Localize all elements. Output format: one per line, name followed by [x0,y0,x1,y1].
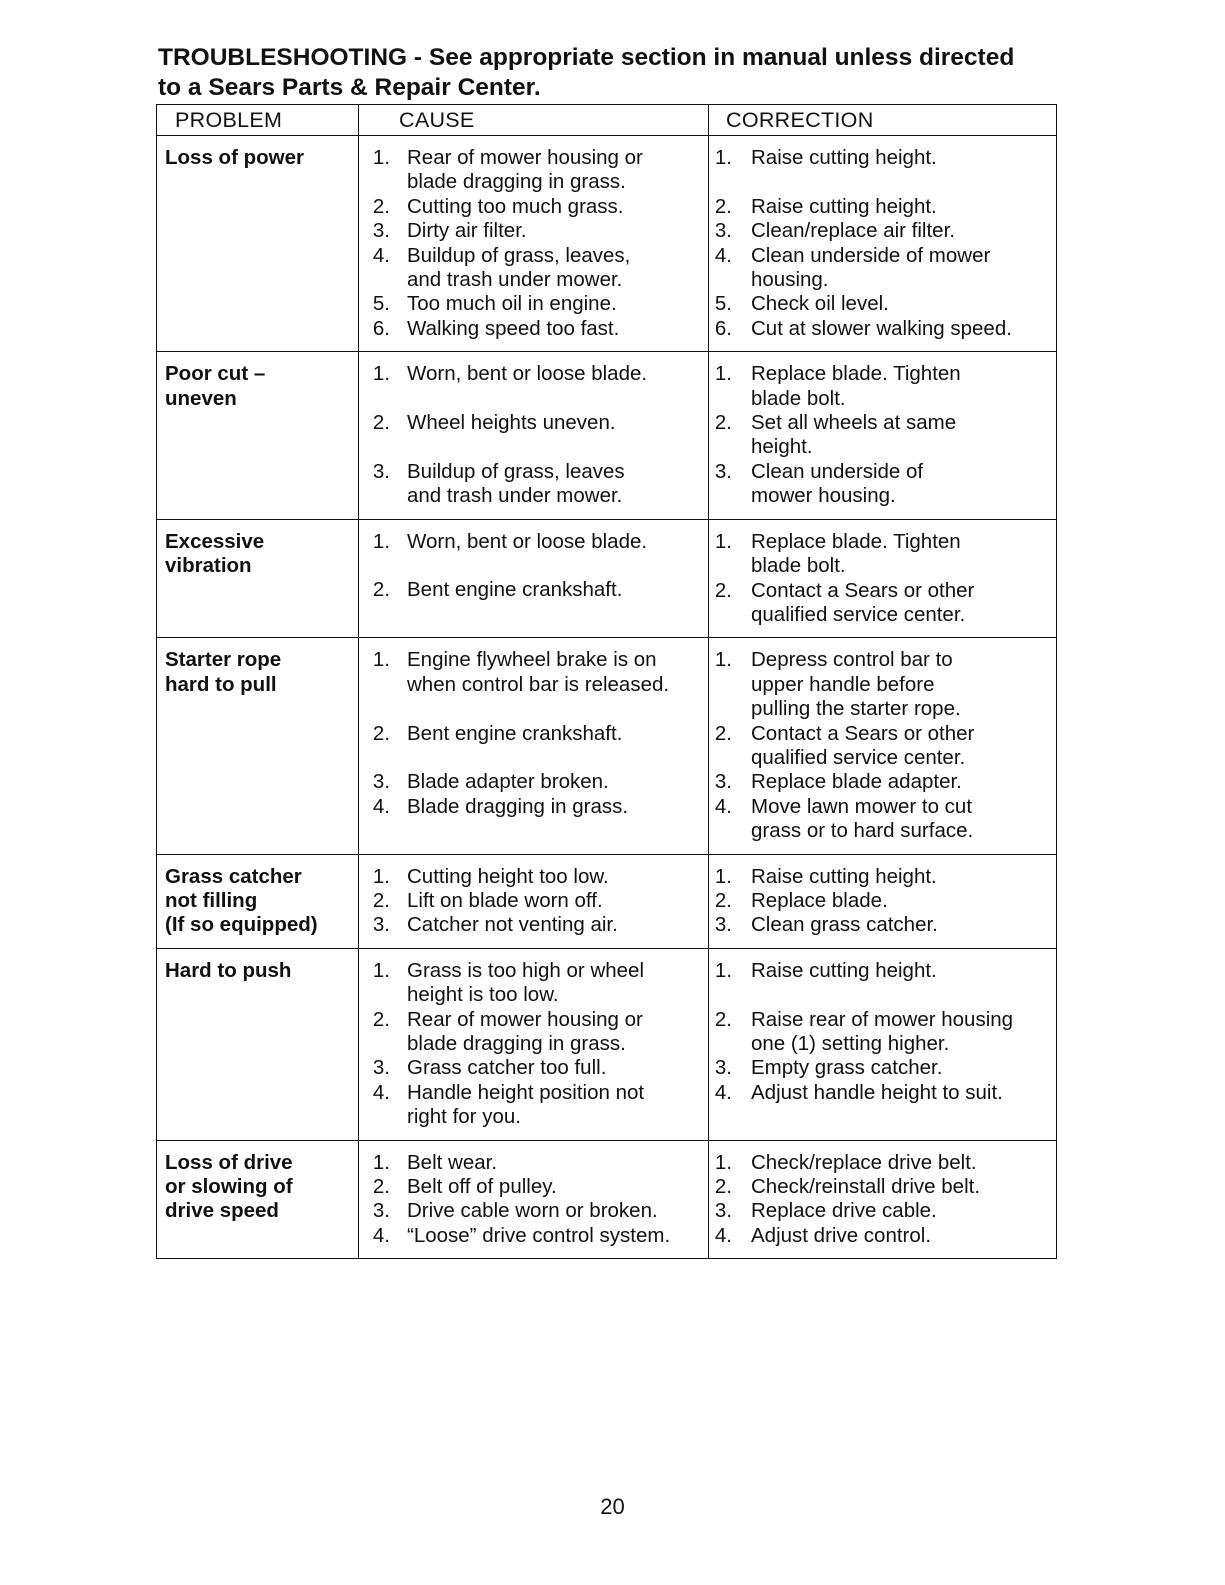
item-number: 1. [372,958,390,982]
item-number: 1. [714,958,732,982]
item-text-line: Cut at slower walking speed. [751,316,1012,340]
item-text-line: Buildup of grass, leaves [407,459,625,483]
item-text-line: Clean/replace air filter. [751,219,955,243]
item-text-line: Clean underside of mower [751,243,991,267]
correction-item [709,146,1052,170]
item-number: 1. [714,362,732,386]
correction-item [709,411,1052,460]
cause-item [359,530,704,554]
item-number: 1. [372,864,390,888]
cause-item [359,1151,704,1175]
item-text-line: Worn, bent or loose blade. [407,362,648,386]
item-text-line: Handle height position not [407,1080,645,1104]
item-text-line: Bent engine crankshaft. [407,721,623,745]
item-text-line: qualified service center. [751,602,966,626]
item-number: 3. [714,459,732,483]
item-text [751,195,1052,219]
cause-item [359,1056,704,1080]
item-text-line: Replace blade. Tighten [751,362,961,386]
item-number: 2. [372,721,390,745]
item-text [751,460,1052,509]
item-number: 3. [372,1199,390,1223]
cause-cell [359,519,709,638]
problem-text: Loss of drive [165,1150,293,1174]
item-text [751,795,1052,844]
table-row [157,136,1057,352]
header-correction: CORRECTION [709,105,1057,136]
cause-item [359,460,704,509]
item-number: 4. [372,794,390,818]
item-text-line: one (1) setting higher. [751,1031,950,1055]
item-text [751,770,1052,794]
item-number: 2. [714,578,732,602]
item-text [751,722,1052,771]
item-number: 3. [372,459,390,483]
problem-text: Loss of power [165,146,304,169]
item-text-line: mower housing. [751,484,896,508]
item-text-line: Replace blade. Tighten [751,529,961,553]
correction-cell [709,638,1057,854]
problem-cell [157,638,359,854]
table-row [157,854,1057,948]
item-text-line: Rear of mower housing or [407,146,643,169]
item-text-line: Set all wheels at same [751,411,957,435]
item-text [407,889,704,913]
item-text [407,865,704,889]
item-text [751,1199,1052,1223]
correction-cell [709,519,1057,638]
item-text [407,959,704,1008]
item-text-line: Adjust drive control. [751,1223,932,1247]
line-spacer [359,746,704,770]
cause-item [359,146,704,195]
problem-cell [157,948,359,1140]
correction-item [709,1081,1052,1105]
item-number: 4. [714,1223,732,1247]
problem-text: vibration [165,554,252,578]
item-text-line: Drive cable worn or broken. [407,1199,658,1223]
cause-cell [359,854,709,948]
correction-item [709,1224,1052,1248]
table-row [157,948,1057,1140]
item-text-line: Bent engine crankshaft. [407,578,623,602]
item-text [407,146,704,195]
problem-text: or slowing of [165,1175,293,1199]
cause-item [359,722,704,746]
cause-cell [359,136,709,352]
correction-item [709,244,1052,293]
item-text-line: Engine flywheel brake is on [407,648,657,672]
item-text [751,219,1052,243]
item-number: 1. [714,146,732,169]
item-text [407,1056,704,1080]
item-text-line: Catcher not venting air. [407,913,618,937]
item-text [407,219,704,243]
item-text-line: height is too low. [407,983,559,1007]
correction-item [709,530,1052,579]
item-text-line: blade dragging in grass. [407,1032,626,1055]
item-text-line: blade dragging in grass. [407,170,626,194]
item-text [751,1056,1052,1080]
item-number: 2. [714,1175,732,1199]
header-cause: CAUSE [359,105,709,136]
item-text-line: Move lawn mower to cut [751,794,973,818]
cause-item [359,1175,704,1199]
item-number: 2. [714,1007,732,1031]
problem-text: Poor cut – [165,362,266,386]
problem-text: Hard to push [165,958,292,982]
item-text-line: Wheel heights uneven. [407,411,616,435]
correction-item [709,795,1052,844]
item-number: 2. [372,194,390,218]
item-text [407,317,704,341]
correction-item [709,1008,1052,1057]
item-number: 2. [372,1007,390,1031]
item-number: 2. [372,1175,390,1199]
table-row [157,519,1057,638]
cause-item [359,889,704,913]
line-spacer [709,983,1052,1007]
item-number: 3. [714,1056,732,1080]
cause-item [359,1224,704,1248]
item-text-line: Belt off of pulley. [407,1175,557,1199]
line-spacer [359,554,704,578]
item-text-line: Replace blade adapter. [751,770,962,794]
item-text [407,362,704,386]
item-text-line: Clean underside of [751,459,924,483]
problem-text: Grass catcher [165,864,302,888]
correction-item [709,317,1052,341]
correction-item [709,1151,1052,1175]
problem-text: (If so equipped) [165,913,318,937]
item-text-line: Raise cutting height. [751,194,937,218]
correction-item [709,913,1052,937]
cause-item [359,959,704,1008]
item-text-line: “Loose” drive control system. [407,1223,671,1247]
cause-item [359,578,704,602]
item-text-line: grass or to hard surface. [751,819,974,843]
item-text-line: qualified service center. [751,745,966,769]
problem-cell [157,854,359,948]
item-text [407,1008,704,1057]
item-number: 1. [714,1150,732,1174]
item-text [751,292,1052,316]
item-number: 3. [372,219,390,243]
item-number: 2. [714,888,732,912]
table-row [157,638,1057,854]
problem-cell [157,519,359,638]
correction-item [709,722,1052,771]
item-text [407,460,704,509]
item-text-line: Blade adapter broken. [407,770,609,794]
item-text-line: Check/replace drive belt. [751,1150,977,1174]
line-spacer [709,170,1052,194]
cause-cell [359,948,709,1140]
cause-item [359,1081,704,1130]
item-number: 2. [714,411,732,435]
item-number: 4. [714,243,732,267]
item-text [407,1199,704,1223]
cause-cell [359,352,709,519]
title-line-1: TROUBLESHOOTING - See appropriate section in manual unless directed [158,44,1015,71]
item-number: 1. [372,1150,390,1174]
table-header-row [157,105,1057,136]
correction-item [709,219,1052,243]
correction-cell [709,352,1057,519]
item-text-line: Cutting height too low. [407,864,609,888]
problem-cell [157,1140,359,1259]
item-number: 6. [714,316,732,340]
item-number: 3. [372,913,390,937]
item-text-line: Too much oil in engine. [407,292,617,316]
item-text-line: Depress control bar to [751,648,953,672]
problem-text: not filling [165,888,258,912]
item-text [407,292,704,316]
cause-item [359,795,704,819]
item-text [407,913,704,937]
item-text [751,317,1052,341]
correction-item [709,362,1052,411]
cause-item [359,1008,704,1057]
item-text [751,865,1052,889]
item-number: 3. [714,1199,732,1223]
cause-item [359,913,704,937]
item-text-line: blade bolt. [751,554,846,578]
item-text [751,1175,1052,1199]
item-text [751,1151,1052,1175]
item-text [407,578,704,602]
item-text [751,648,1052,721]
item-number: 2. [372,578,390,602]
item-text-line: pulling the starter rope. [751,697,961,721]
item-text [407,722,704,746]
item-text [407,530,704,554]
item-number: 4. [372,1080,390,1104]
cause-cell [359,638,709,854]
item-number: 1. [714,864,732,888]
item-text-line: Lift on blade worn off. [407,888,603,912]
item-number: 1. [372,529,390,553]
table-row [157,352,1057,519]
item-text-line: blade bolt. [751,386,846,410]
item-number: 3. [372,770,390,794]
item-text [407,1081,704,1130]
item-number: 6. [372,316,390,340]
cause-cell [359,1140,709,1259]
cause-item [359,1199,704,1223]
item-text-line: Grass catcher too full. [407,1056,607,1080]
correction-cell [709,136,1057,352]
item-number: 4. [714,1080,732,1104]
item-text-line: Replace blade. [751,888,888,912]
correction-cell [709,854,1057,948]
page-title [158,43,1078,103]
item-text [751,530,1052,579]
item-number: 2. [372,888,390,912]
item-text [751,411,1052,460]
problem-text: Excessive [165,529,265,553]
correction-item [709,959,1052,983]
cause-item [359,865,704,889]
item-text-line: Raise cutting height. [751,146,937,169]
item-text-line: Replace drive cable. [751,1199,937,1223]
cause-item [359,648,704,697]
item-text-line: Walking speed too fast. [407,316,620,340]
item-text-line: Raise cutting height. [751,958,937,982]
correction-item [709,195,1052,219]
item-number: 5. [714,292,732,316]
item-text [407,1151,704,1175]
item-number: 1. [714,648,732,672]
cause-item [359,244,704,293]
item-text [407,1224,704,1248]
item-text-line: Cutting too much grass. [407,194,624,218]
item-text-line: Raise rear of mower housing [751,1007,1014,1031]
item-text-line: Empty grass catcher. [751,1056,943,1080]
item-text-line: Belt wear. [407,1150,498,1174]
item-text-line: Check oil level. [751,292,889,316]
cause-item [359,219,704,243]
item-text [751,1008,1052,1057]
item-text [751,244,1052,293]
correction-item [709,865,1052,889]
item-text-line: Blade dragging in grass. [407,794,629,818]
item-number: 1. [372,146,390,169]
correction-item [709,889,1052,913]
correction-item [709,579,1052,628]
problem-text: uneven [165,386,237,410]
item-text-line: and trash under mower. [407,484,623,508]
correction-item [709,1199,1052,1223]
correction-cell [709,1140,1057,1259]
item-text-line: right for you. [407,1105,521,1129]
item-text [407,195,704,219]
item-number: 4. [372,1223,390,1247]
item-number: 3. [714,913,732,937]
item-text [407,244,704,293]
correction-item [709,1056,1052,1080]
problem-cell [157,352,359,519]
item-text-line: Dirty air filter. [407,219,527,243]
item-text-line: when control bar is released. [407,672,670,696]
item-text [407,411,704,435]
item-text [751,913,1052,937]
item-text [751,959,1052,983]
problem-text: Starter rope [165,648,282,672]
item-text [751,579,1052,628]
item-text-line: Contact a Sears or other [751,721,975,745]
line-spacer [359,387,704,411]
item-text [407,648,704,697]
correction-item [709,1175,1052,1199]
item-text-line: Worn, bent or loose blade. [407,529,648,553]
correction-cell [709,948,1057,1140]
item-text-line: Check/reinstall drive belt. [751,1175,981,1199]
table-body [157,136,1057,1259]
item-number: 1. [714,529,732,553]
line-spacer [359,697,704,721]
troubleshooting-table [156,104,1057,1259]
problem-text: drive speed [165,1199,279,1223]
item-number: 1. [372,648,390,672]
item-text-line: and trash under mower. [407,268,623,292]
item-number: 3. [372,1056,390,1080]
item-number: 5. [372,292,390,316]
item-text-line: Buildup of grass, leaves, [407,243,631,267]
item-text [751,1081,1052,1105]
item-text [407,770,704,794]
cause-item [359,362,704,386]
item-text-line: housing. [751,268,829,292]
item-number: 3. [714,770,732,794]
item-text-line: Adjust handle height to suit. [751,1080,1003,1104]
item-text-line: Grass is too high or wheel [407,958,645,982]
page-number: 20 [600,1494,625,1519]
item-number: 2. [714,721,732,745]
line-spacer [359,435,704,459]
item-text [751,146,1052,170]
item-text-line: height. [751,435,813,459]
table-row [157,1140,1057,1259]
item-text-line: upper handle before [751,672,935,696]
correction-item [709,292,1052,316]
item-text-line: Clean grass catcher. [751,913,938,937]
problem-cell [157,136,359,352]
correction-item [709,460,1052,509]
header-problem: PROBLEM [157,105,359,136]
item-number: 4. [714,794,732,818]
cause-item [359,411,704,435]
item-number: 1. [372,362,390,386]
item-number: 2. [714,194,732,218]
item-number: 3. [714,219,732,243]
item-text [407,1175,704,1199]
item-text [751,889,1052,913]
item-text [751,362,1052,411]
item-number: 2. [372,411,390,435]
problem-text: hard to pull [165,672,277,696]
item-text-line: Rear of mower housing or [407,1007,643,1031]
cause-item [359,317,704,341]
item-text-line: Raise cutting height. [751,864,937,888]
correction-item [709,648,1052,721]
item-text [751,1224,1052,1248]
item-text-line: Contact a Sears or other [751,578,975,602]
item-text [407,795,704,819]
cause-item [359,292,704,316]
cause-item [359,770,704,794]
correction-item [709,770,1052,794]
title-line-2: to a Sears Parts & Repair Center. [158,74,541,101]
item-number: 4. [372,243,390,267]
cause-item [359,195,704,219]
